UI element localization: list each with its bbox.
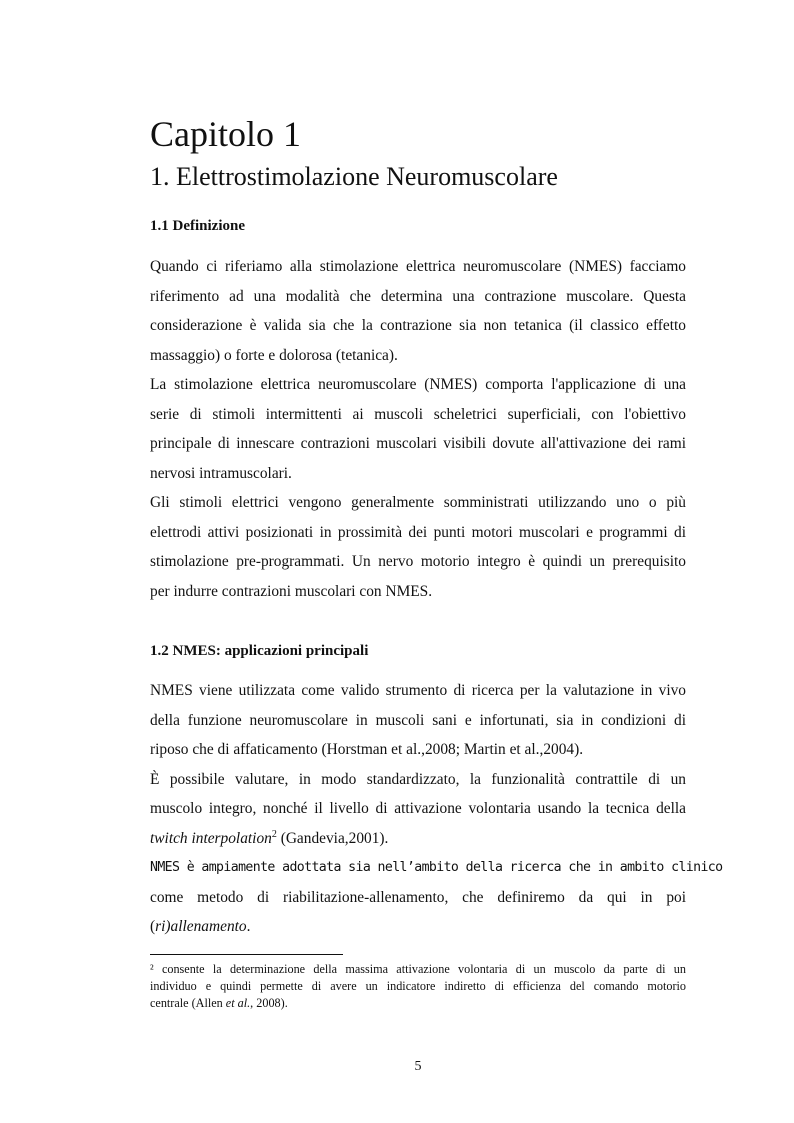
page-number: 5 [414,1059,422,1074]
body-line: considerazione è valida sia che la contrazione sia non tetanica (il classico effetto [150,317,686,334]
paren-open: ( [150,918,156,935]
body-line: serie di stimoli intermittenti ai muscoli scheletrici superficiali, con l'obiettivo [150,405,686,423]
footnote-italic: et al. [225,996,251,1010]
body-line: riposo che di affaticamento (Horstman et al.,2008; Martin et al.,2004). [150,741,584,758]
body-line: riferimento ad una modalità che determina una contrazione muscolare. Questa [150,287,686,305]
footnote-line: ² consente la determinazione della massima attivazione volontaria di un muscolo da parte di un [150,962,686,976]
body-line: come metodo di riabilitazione-allenamento, che definiremo da qui in poi [150,888,686,906]
body-line: nervosi intramuscolari. [150,464,292,482]
body-line: per indurre contrazioni muscolari con NMES. [150,582,433,600]
footnote-text: , 2008). [250,996,288,1010]
body-line-typewriter: NMES è ampiamente adottata sia nell’ambito della ricerca che in ambito clinico [150,860,723,875]
citation: (Gandevia,2001). [276,829,389,847]
section-heading-definizione: 1.1 Definizione [150,218,245,234]
italic-term: twitch interpolation [150,829,272,847]
footnote-line [150,995,686,1012]
section-body-applicazioni [150,676,723,942]
body-line: stimolazione pre-programmati. Un nervo motorio integro è quindi un prerequisito [150,553,686,570]
body-line: È possibile valutare, in modo standardizzato, la funzionalità contrattile di un [150,770,686,788]
body-line: La stimolazione elettrica neuromuscolare (NMES) comporta l'applicazione di una [150,376,686,393]
body-line-last [150,912,686,942]
footnote-divider [150,954,343,955]
body-line: NMES viene utilizzata come valido strumento di ricerca per la valutazione in vivo [150,682,686,699]
body-line: Gli stimoli elettrici vengono generalmente somministrati utilizzando uno o più [150,494,686,511]
section-heading-applicazioni: 1.2 NMES: applicazioni principali [150,643,369,659]
section-body-definizione [150,252,686,606]
italic-term: ri)allenamento [155,918,247,935]
body-line: principale di innescare contrazioni muscolari visibili dovute all'attivazione dei rami [150,435,686,452]
body-line: elettrodi attivi posizionati in prossimità dei punti motori muscolari e programmi di [150,523,686,541]
footnote [150,961,686,1012]
document-page [150,0,723,1123]
footnote-line: individuo e quindi permette di avere un indicatore indiretto di efficienza del comando motorio [150,979,686,993]
period: . [246,918,251,935]
footnote-ref: 2 [271,828,277,840]
body-line: Quando ci riferiamo alla stimolazione elettrica neuromuscolare (NMES) facciamo [150,258,686,275]
body-line: muscolo integro, nonché il livello di attivazione volontaria usando la tecnica della [150,800,686,817]
body-line: massaggio) o forte e dolorosa (tetanica). [150,346,398,364]
body-line: della funzione neuromuscolare in muscoli sani e infortunati, sia in condizioni di [150,711,686,729]
chapter-title: 1. Elettrostimolazione Neuromuscolare [150,162,558,191]
footnote-text: centrale (Allen [150,996,226,1010]
body-line-italic-term [150,824,686,854]
chapter-label: Capitolo 1 [150,114,301,154]
